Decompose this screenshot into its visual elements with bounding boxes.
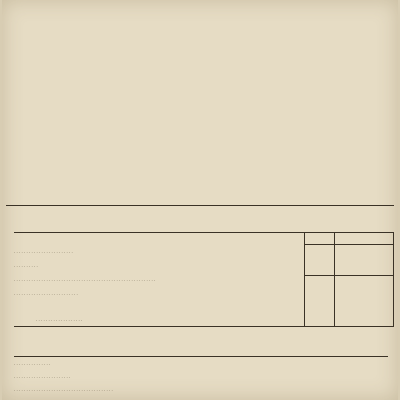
- section-divider: [6, 205, 394, 206]
- table-row: [14, 292, 78, 298]
- table-row-total: [14, 278, 155, 284]
- special-delivery-table: [14, 232, 394, 327]
- dot-leader: . . . . . . . . . . . . . . . . . . . . . . . . . .: [14, 292, 78, 297]
- column-divider: [334, 232, 335, 327]
- business-rule: [14, 356, 388, 357]
- dot-leader: . . . . . . . . . . . . . . .: [14, 362, 51, 367]
- dot-leader: . . . . . . . . . . . . . . . . . . . . . . .: [14, 375, 71, 380]
- table-bottom-border: [14, 326, 394, 327]
- business-row: [14, 375, 70, 380]
- subtotal-rule: [304, 275, 394, 276]
- table-row: [14, 250, 73, 256]
- dot-leader: . . . . . . . . . .: [14, 264, 38, 269]
- header-rule: [304, 244, 394, 245]
- table-row-leaving: [36, 318, 82, 324]
- dot-leader: . . . . . . . . . . . . . . . . . . . . . . . . . . . . . . . . . . . . . . . . . . . . . . . . . . . . . . . . .: [14, 278, 156, 283]
- dot-leader: . . . . . . . . . . . . . . . . . . .: [36, 318, 83, 323]
- dot-leader: . . . . . . . . . . . . . . . . . . . . . . . .: [14, 250, 73, 255]
- business-row-total: [14, 388, 113, 393]
- table-top-border: [14, 232, 394, 233]
- dot-leader: . . . . . . . . . . . . . . . . . . . . . . . . . . . . . . . . . . . . . . . .: [14, 388, 113, 393]
- table-row: [14, 264, 38, 270]
- column-divider: [304, 232, 305, 327]
- document-page: [2, 0, 398, 400]
- business-row: [14, 362, 50, 367]
- column-divider: [393, 232, 394, 327]
